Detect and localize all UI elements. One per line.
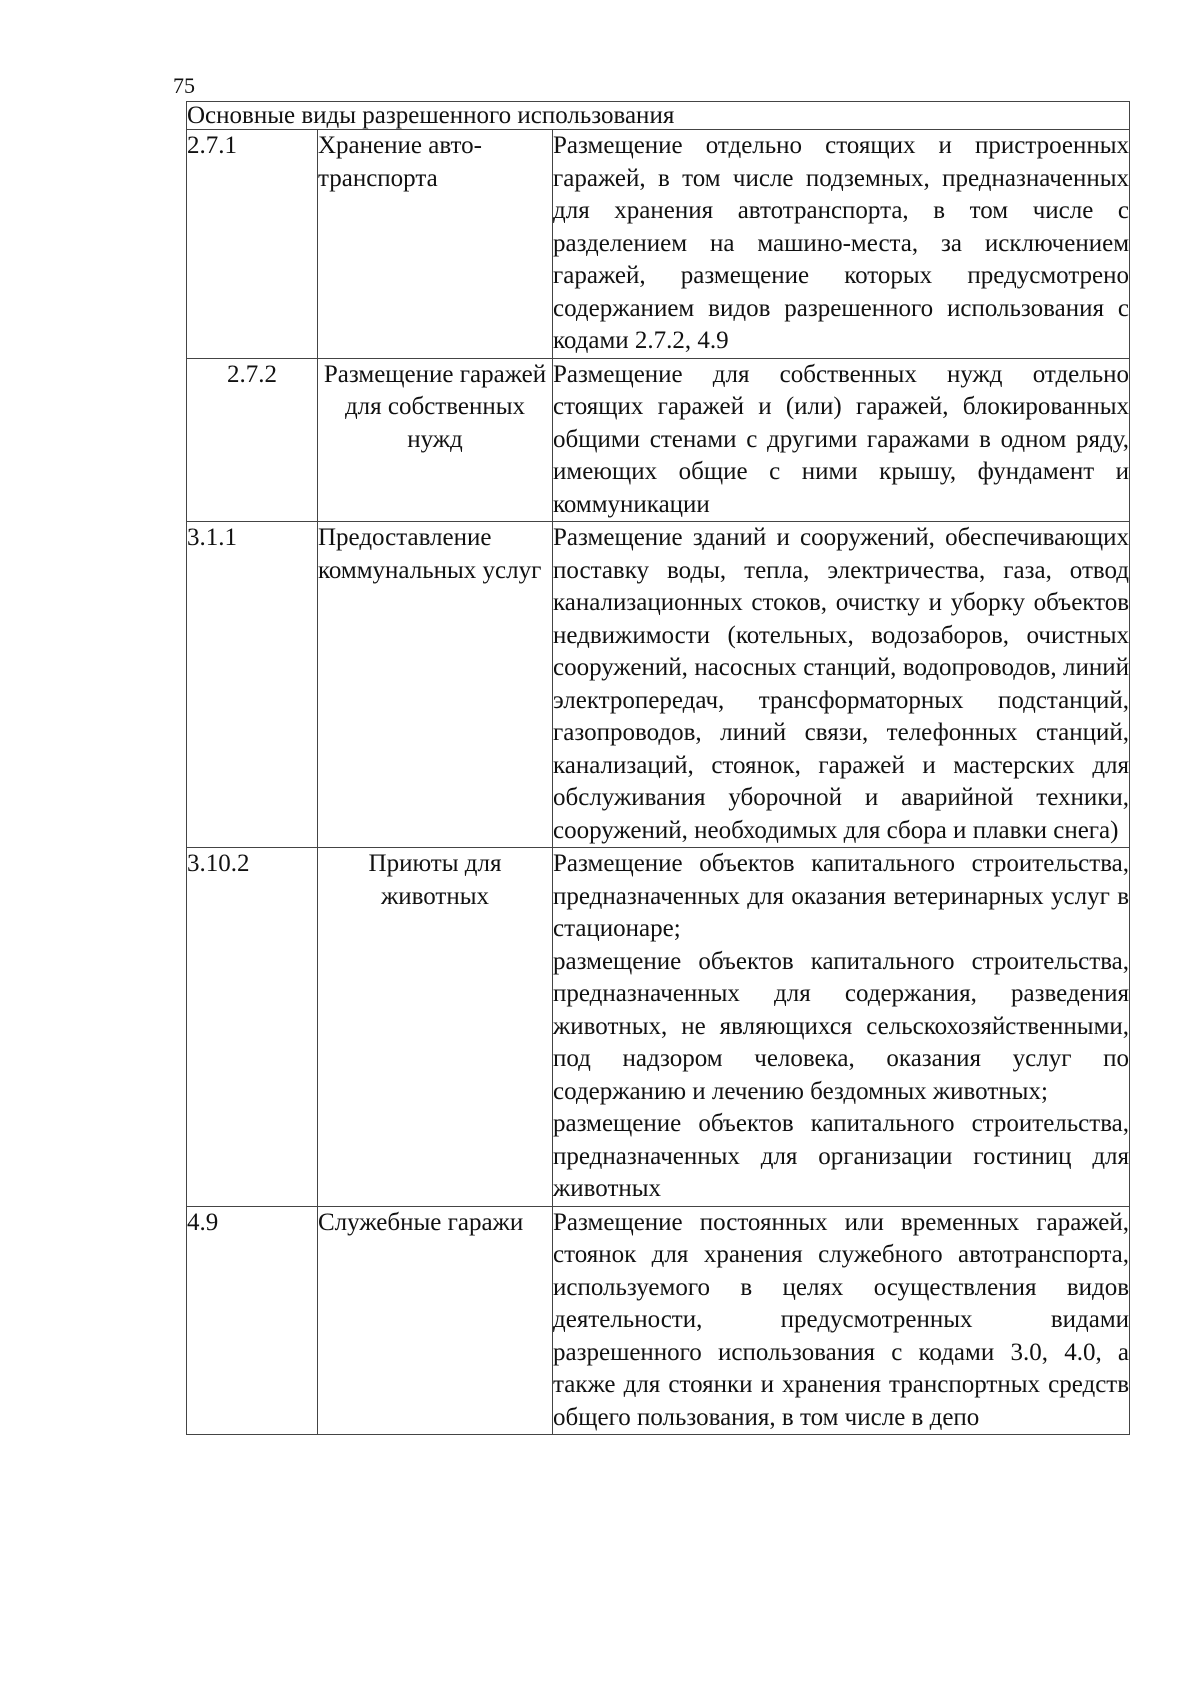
use-code: 2.7.1 xyxy=(187,130,318,359)
use-code: 4.9 xyxy=(187,1206,318,1435)
description-paragraph: Размещение постоянных или временных гаражей, стоянок для хранения служебного автотранспорта, используемого в целях осуществления видов деятельности, предусмотренных видами разрешенного использования с кодами 3.0, 4.0, а также для стоянки и хранения транспортных средств общего пользования, в том числе в депо xyxy=(553,1208,1130,1431)
use-description xyxy=(553,522,1130,848)
use-description xyxy=(553,358,1130,522)
land-use-table xyxy=(186,101,1130,1435)
table-heading-row xyxy=(187,102,1130,130)
description-paragraph: Размещение отдельно стоящих и пристроенных гаражей, в том числе подземных, предназначенных для хранения автотранспорта, в том числе с разделением на машино-места, за исключением гаражей, размещение которых предусмотрено содержанием видов разрешенного использования с кодами 2.7.2, 4.9 xyxy=(553,132,1130,354)
table-row xyxy=(187,358,1130,522)
table-heading: Основные виды разрешенного использования xyxy=(187,102,1130,130)
table-row xyxy=(187,522,1130,848)
use-code: 3.1.1 xyxy=(187,522,318,848)
page-number: 75 xyxy=(173,73,195,98)
use-description xyxy=(553,848,1130,1207)
description-paragraph: Размещение зданий и сооружений, обеспечивающих поставку воды, тепла, электричества, газа, отвод канализационных стоков, очистку и уборку объектов недвижимости (котельных, водозаборов, очистных сооружений, насосных станций, водопроводов, линий электропередач, трансформаторных подстанций, газопроводов, линий связи, телефонных станций, канализаций, стоянок, гаражей и мастерских для обслуживания уборочной и аварийной техники, сооружений, необходимых для сбора и плавки снега) xyxy=(553,524,1130,844)
table-row xyxy=(187,848,1130,1207)
use-name: Размещение гаражей для собственных нужд xyxy=(318,358,553,522)
use-description xyxy=(553,130,1130,359)
table-row xyxy=(187,130,1130,359)
table-row xyxy=(187,1206,1130,1435)
description-paragraph: Размещение для собственных нужд отдельно стоящих гаражей и (или) гаражей, блокированных общими стенами с другими гаражами в одном ряду, имеющих общие с ними крышу, фундамент и коммуникации xyxy=(553,360,1130,518)
use-code: 2.7.2 xyxy=(187,358,318,522)
use-name: Приюты для животных xyxy=(318,848,553,1207)
description-paragraph: размещение объектов капитального строительства, предназначенных для содержания, разведения животных, не являющихся сельскохозяйственными, под надзором человека, оказания услуг по содержанию и лечению бездомных животных; xyxy=(553,947,1130,1105)
use-name: Хранение авто-транспорта xyxy=(318,130,553,359)
description-paragraph: Размещение объектов капитального строительства, предназначенных для оказания ветеринарных услуг в стационаре; xyxy=(553,850,1130,942)
use-name: Предоставление коммунальных услуг xyxy=(318,522,553,848)
use-code: 3.10.2 xyxy=(187,848,318,1207)
use-name: Служебные гаражи xyxy=(318,1206,553,1435)
description-paragraph: размещение объектов капитального строительства, предназначенных для организации гостиниц для животных xyxy=(553,1110,1130,1202)
use-description xyxy=(553,1206,1130,1435)
